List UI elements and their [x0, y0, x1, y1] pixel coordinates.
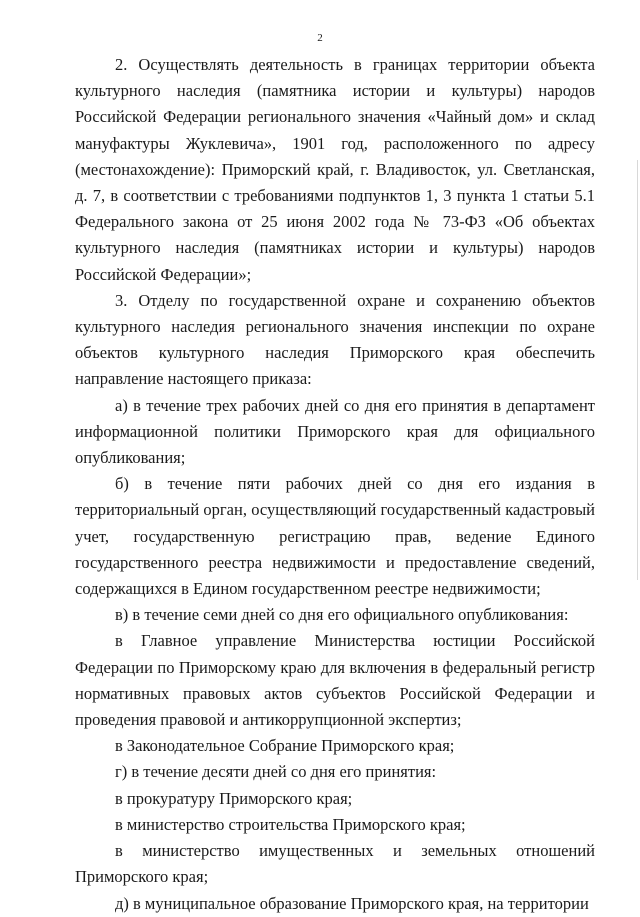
subparagraph-b: б) в течение пяти рабочих дней со дня его издания в территориальный орган, осуществляющий государственный кадастровый учет, государственную регистрацию прав, ведение Единого государственного реестра недвижимости и предоставление сведений, содержащихся в Едином государственном реестре недвижимости;	[75, 474, 595, 599]
paragraph-item-2: 2. Осуществлять деятельность в границах территории объекта культурного наследия (памятника истории и культуры) народов Российской Федерации регионального значения «Чайный дом» и склад мануфактуры Жуклевича», 1901 год, расположенного по адресу (местонахождение): Приморский край, г. Владивосток, ул. Светланская, д. 7, в соответствии с требованиями подпунктов 1, 3 пункта 1 статьи 5.1 Федерального закона от 25 июня 2002 года № 73-ФЗ «Об объектах культурного наследия (памятниках истории и культуры) народов Российской Федерации»;	[75, 55, 595, 284]
subparagraph-a: а) в течение трех рабочих дней со дня его принятия в департамент информационной политики Приморского края для официального опубликования;	[75, 395, 595, 468]
recipient-justice-ministry: в Главное управление Министерства юстиции Российской Федерации по Приморскому краю для включения в федеральный регистр нормативных правовых актов субъектов Российской Федерации и проведения правовой и антикоррупционной экспертиз;	[75, 631, 595, 730]
scan-edge-line	[637, 160, 638, 580]
subparagraph-d: д) в муниципальное образование Приморского края, на территории	[115, 893, 589, 913]
subparagraph-g: г) в течение десяти дней со дня его принятия:	[115, 762, 437, 782]
recipient-property-ministry: в министерство имущественных и земельных отношений Приморского края;	[75, 841, 595, 887]
recipient-legislative-assembly: в Законодательное Собрание Приморского края;	[115, 736, 455, 756]
recipient-prosecutor: в прокуратуру Приморского края;	[115, 788, 353, 808]
document-body	[75, 52, 595, 917]
paragraph-item-3: 3. Отделу по государственной охране и сохранению объектов культурного наследия регионального значения инспекции по охране объектов культурного наследия Приморского края обеспечить направление настоящего приказа:	[75, 290, 595, 389]
recipient-construction-ministry: в министерство строительства Приморского края;	[115, 814, 466, 834]
subparagraph-v: в) в течение семи дней со дня его официального опубликования:	[115, 605, 569, 625]
page-number: 2	[317, 32, 323, 44]
